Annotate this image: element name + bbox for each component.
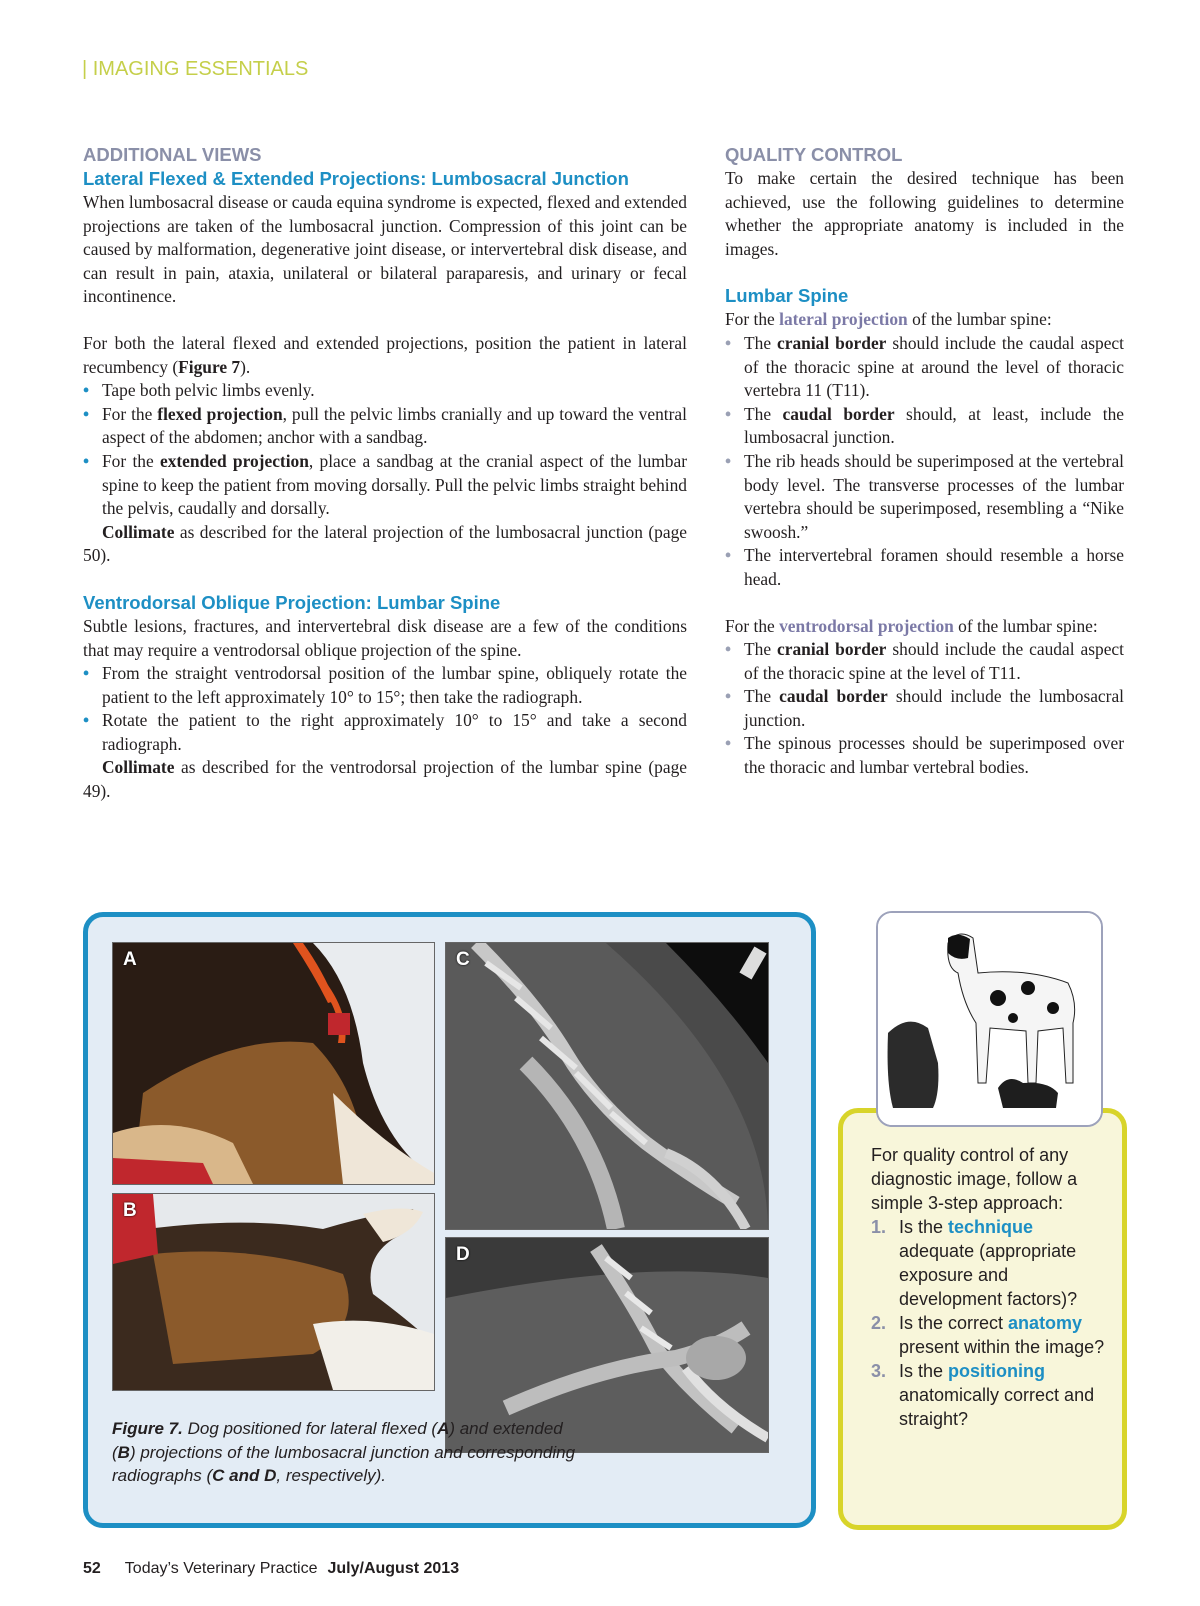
qc-step: 1. Is the technique adequate (appropriate exposure and development factors)? [871, 1217, 1078, 1309]
list-item: • The cranial border should include the caudal aspect of the thoracic spine at around the level of thoracic vertebra 11 (T11). [725, 332, 1124, 403]
photo-label: A [123, 949, 137, 970]
qc-step: 2. Is the correct anatomy present within the image? [871, 1313, 1105, 1357]
bullet-list [725, 638, 1124, 780]
list-item: • The caudal border should, at least, include the lumbosacral junction. [725, 403, 1124, 450]
quality-control-sidebar [838, 1108, 1127, 1530]
photo-label: C [456, 949, 470, 970]
heading-quality-control: QUALITY CONTROL [725, 144, 903, 165]
photo-b-dog-extended [112, 1193, 435, 1391]
left-column [83, 143, 687, 804]
list-item: • For the flexed projection, pull the pelvic limbs cranially and up toward the ventral aspect of the abdomen; anchor with a sandbag. [83, 403, 687, 450]
right-column [725, 143, 1124, 780]
list-item: • Tape both pelvic limbs evenly. [83, 379, 687, 403]
paragraph: When lumbosacral disease or cauda equina syndrome is expected, flexed and extended projections are taken of the lumbosacral junction. Compression of this joint can be caused by malformation, degenerative joint disease, or intervertebral disk disease, and can result in pain, ataxia, unilateral or bilateral paraparesis, and urinary or fecal incontinence. [83, 192, 687, 307]
bullet-list [725, 332, 1124, 592]
issue-date: July/August 2013 [327, 1560, 460, 1577]
list-item: • The caudal border should include the lumbosacral junction. [725, 685, 1124, 732]
photo-dogs-group [876, 911, 1103, 1127]
photo-label: B [123, 1200, 137, 1221]
list-item: • The intervertebral foramen should resemble a horse head. [725, 544, 1124, 591]
subheading-vd-oblique: Ventrodorsal Oblique Projection: Lumbar Spine [83, 591, 501, 613]
subheading-lumbosacral: Lateral Flexed & Extended Projections: Lumbosacral Junction [83, 168, 629, 189]
list-item: • The rib heads should be superimposed at the vertebral body level. The transverse processes of the lumbar vertebra should be superimposed, resembling a “Nike swoosh.” [725, 450, 1124, 544]
paragraph: For the ventrodorsal projection of the lumbar spine: [725, 615, 1098, 636]
paragraph: For both the lateral flexed and extended projections, position the patient in lateral recumbency (Figure 7). [83, 332, 687, 377]
list-item: • The cranial border should include the caudal aspect of the thoracic spine at the level of T11. [725, 638, 1124, 685]
subheading-lumbar-spine: Lumbar Spine [725, 285, 849, 307]
publication-name: Today’s Veterinary Practice [124, 1560, 318, 1577]
list-item: • The spinous processes should be superimposed over the thoracic and lumbar vertebral bodies. [725, 732, 1124, 779]
paragraph: Collimate as described for the ventrodorsal projection of the lumbar spine (page 49). [83, 757, 687, 802]
qc-steps [871, 1215, 1113, 1431]
page-footer [83, 1560, 459, 1578]
radiograph-c [445, 942, 769, 1230]
figure-7 [83, 912, 816, 1528]
paragraph: For the lateral projection of the lumbar spine: [725, 309, 1052, 330]
heading-additional-views: ADDITIONAL VIEWS [83, 144, 262, 165]
list-item: • From the straight ventrodorsal position of the lumbar spine, obliquely rotate the patient to the left approximately 10° to 15°; then take the radiograph. [83, 662, 687, 709]
qc-intro: For quality control of any diagnostic image, follow a simple 3-step approach: [871, 1145, 1078, 1213]
photo-a-dog-flexed [112, 942, 435, 1185]
qc-step: 3. Is the positioning anatomically correct and straight? [871, 1361, 1095, 1429]
paragraph: Collimate as described for the lateral projection of the lumbosacral junction (page 50). [83, 521, 687, 566]
list-item: • For the extended projection, place a sandbag at the cranial aspect of the lumbar spine to keep the patient from moving dorsally. Pull the pelvic limbs straight behind the pelvis, caudally and dorsally. [83, 450, 687, 521]
paragraph: To make certain the desired technique has been achieved, use the following guidelines to determine whether the appropriate anatomy is included in the images. [725, 168, 1124, 259]
page-number: 52 [83, 1560, 101, 1577]
paragraph: Subtle lesions, fractures, and intervertebral disk disease are a few of the conditions that may require a ventrodorsal oblique projection of the spine. [83, 615, 687, 660]
bullet-list [83, 379, 687, 521]
bullet-list [83, 662, 687, 756]
photo-label: D [456, 1244, 470, 1265]
list-item: • Rotate the patient to the right approximately 10° to 15° and take a second radiograph. [83, 709, 687, 756]
section-tag: | IMAGING ESSENTIALS [82, 58, 309, 80]
figure-caption: Figure 7. Dog positioned for lateral flexed (A) and extended (B) projections of the lumbosacral junction and corresponding radiographs (C and D, respectively). [112, 1419, 576, 1485]
